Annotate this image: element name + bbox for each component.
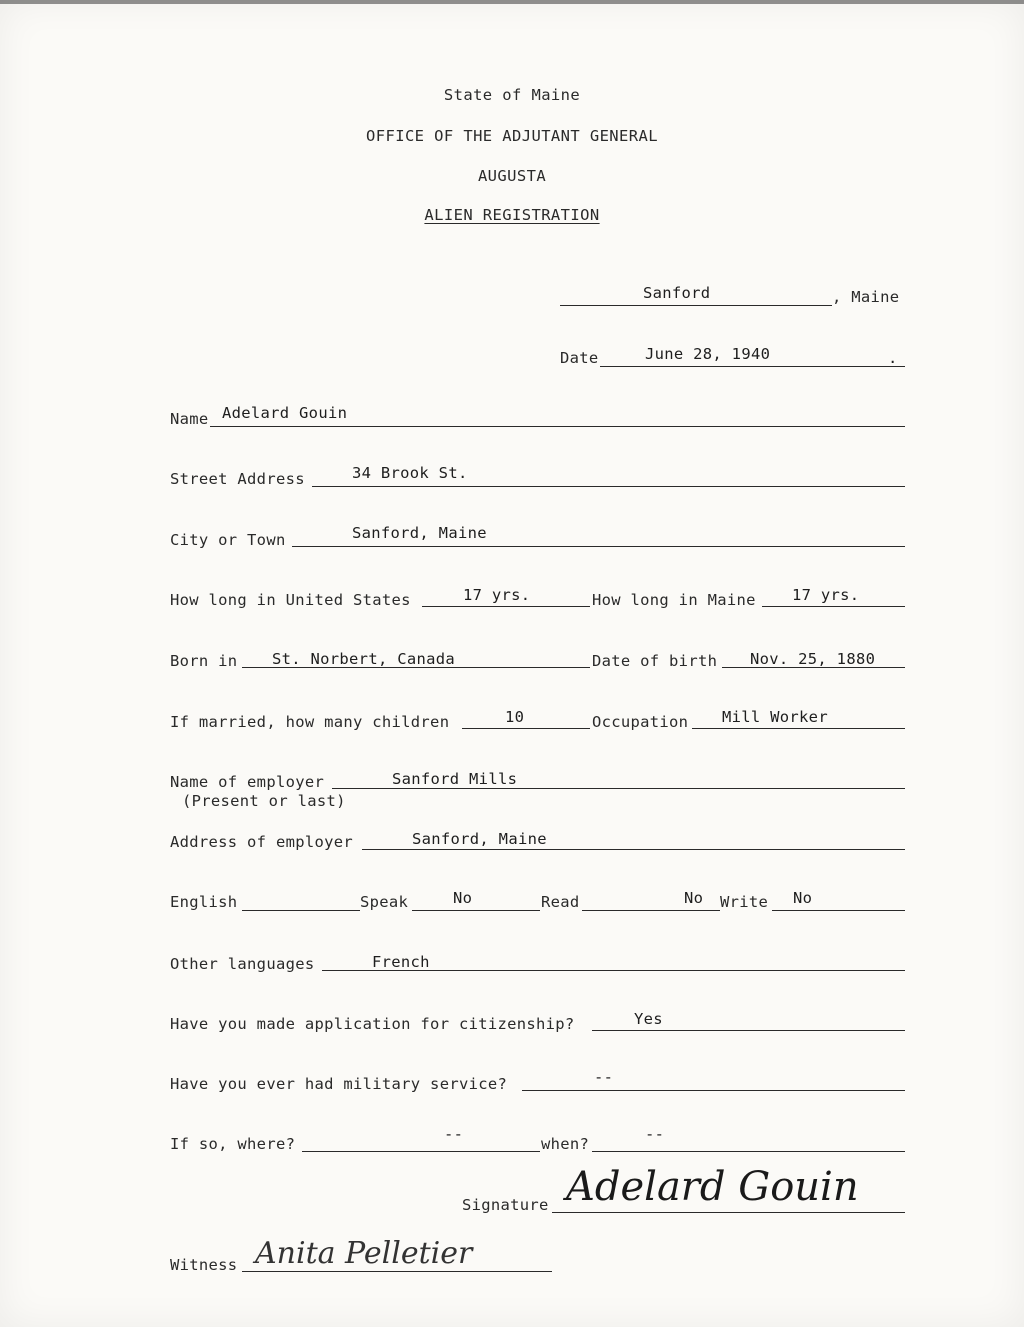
- how-long-maine-line: [762, 606, 905, 607]
- date-label: Date: [560, 349, 599, 367]
- citizenship-value: Yes: [634, 1010, 663, 1028]
- military-label: Have you ever had military service?: [170, 1075, 508, 1093]
- scan-edge: [0, 0, 1024, 4]
- employer-sublabel: (Present or last): [182, 792, 346, 810]
- header-state: State of Maine: [443, 86, 581, 104]
- street-line: [312, 486, 905, 487]
- speak-label: Speak: [360, 893, 409, 911]
- employer-address-line: [362, 849, 905, 850]
- date-value: June 28, 1940: [645, 345, 771, 363]
- signature-label: Signature: [462, 1196, 549, 1214]
- children-value: 10: [505, 708, 525, 726]
- occupation-value: Mill Worker: [722, 708, 828, 726]
- employer-address-label: Address of employer: [170, 833, 354, 851]
- english-line: [242, 910, 360, 911]
- english-label: English: [170, 893, 238, 911]
- read-line: [582, 910, 720, 911]
- where-label: If so, where?: [170, 1135, 296, 1153]
- city-value: Sanford, Maine: [352, 524, 487, 542]
- date-line: [600, 366, 905, 367]
- employer-label: Name of employer: [170, 773, 325, 791]
- dob-value: Nov. 25, 1880: [750, 650, 876, 668]
- witness-line: [242, 1271, 552, 1272]
- location-state-label: , Maine: [832, 288, 900, 306]
- how-long-us-line: [422, 606, 590, 607]
- how-long-maine-label: How long in Maine: [592, 591, 756, 609]
- date-end: .: [888, 349, 898, 367]
- signature-line: [552, 1212, 905, 1213]
- read-value: No: [684, 889, 704, 907]
- how-long-maine-value: 17 yrs.: [792, 586, 860, 604]
- signature-handwriting: Adelard Gouin: [566, 1164, 859, 1210]
- name-label: Name: [170, 410, 209, 428]
- where-line: [302, 1151, 540, 1152]
- write-line: [772, 910, 905, 911]
- location-town: Sanford: [643, 284, 711, 302]
- form-title: ALIEN REGISTRATION: [424, 206, 600, 224]
- city-line: [292, 546, 905, 547]
- other-languages-label: Other languages: [170, 955, 315, 973]
- when-label: when?: [541, 1135, 590, 1153]
- military-line: [522, 1090, 905, 1091]
- where-value: --: [444, 1125, 464, 1143]
- name-line: [210, 426, 905, 427]
- children-label: If married, how many children: [170, 713, 450, 731]
- write-value: No: [793, 889, 813, 907]
- name-value: Adelard Gouin: [222, 404, 348, 422]
- how-long-us-label: How long in United States: [170, 591, 411, 609]
- read-label: Read: [541, 893, 580, 911]
- occupation-line: [692, 728, 905, 729]
- citizenship-label: Have you made application for citizenship?: [170, 1015, 575, 1033]
- employer-value: Sanford Mills: [392, 770, 518, 788]
- employer-line: [332, 788, 905, 789]
- header-city: AUGUSTA: [477, 167, 547, 185]
- street-value: 34 Brook St.: [352, 464, 468, 482]
- witness-label: Witness: [170, 1256, 238, 1274]
- city-label: City or Town: [170, 531, 286, 549]
- header-office: OFFICE OF THE ADJUTANT GENERAL: [366, 127, 658, 145]
- born-in-value: St. Norbert, Canada: [272, 650, 456, 668]
- occupation-label: Occupation: [592, 713, 689, 731]
- born-in-label: Born in: [170, 652, 238, 670]
- other-languages-value: French: [372, 953, 430, 971]
- citizenship-line: [592, 1030, 905, 1031]
- dob-label: Date of birth: [592, 652, 718, 670]
- witness-handwriting: Anita Pelletier: [255, 1236, 473, 1271]
- location-line: [560, 305, 832, 306]
- street-label: Street Address: [170, 470, 305, 488]
- employer-address-value: Sanford, Maine: [412, 830, 547, 848]
- when-value: --: [645, 1125, 665, 1143]
- speak-line: [412, 910, 540, 911]
- how-long-us-value: 17 yrs.: [463, 586, 531, 604]
- when-line: [592, 1151, 905, 1152]
- speak-value: No: [453, 889, 473, 907]
- children-line: [462, 728, 590, 729]
- write-label: Write: [720, 893, 769, 911]
- military-value: --: [594, 1068, 614, 1086]
